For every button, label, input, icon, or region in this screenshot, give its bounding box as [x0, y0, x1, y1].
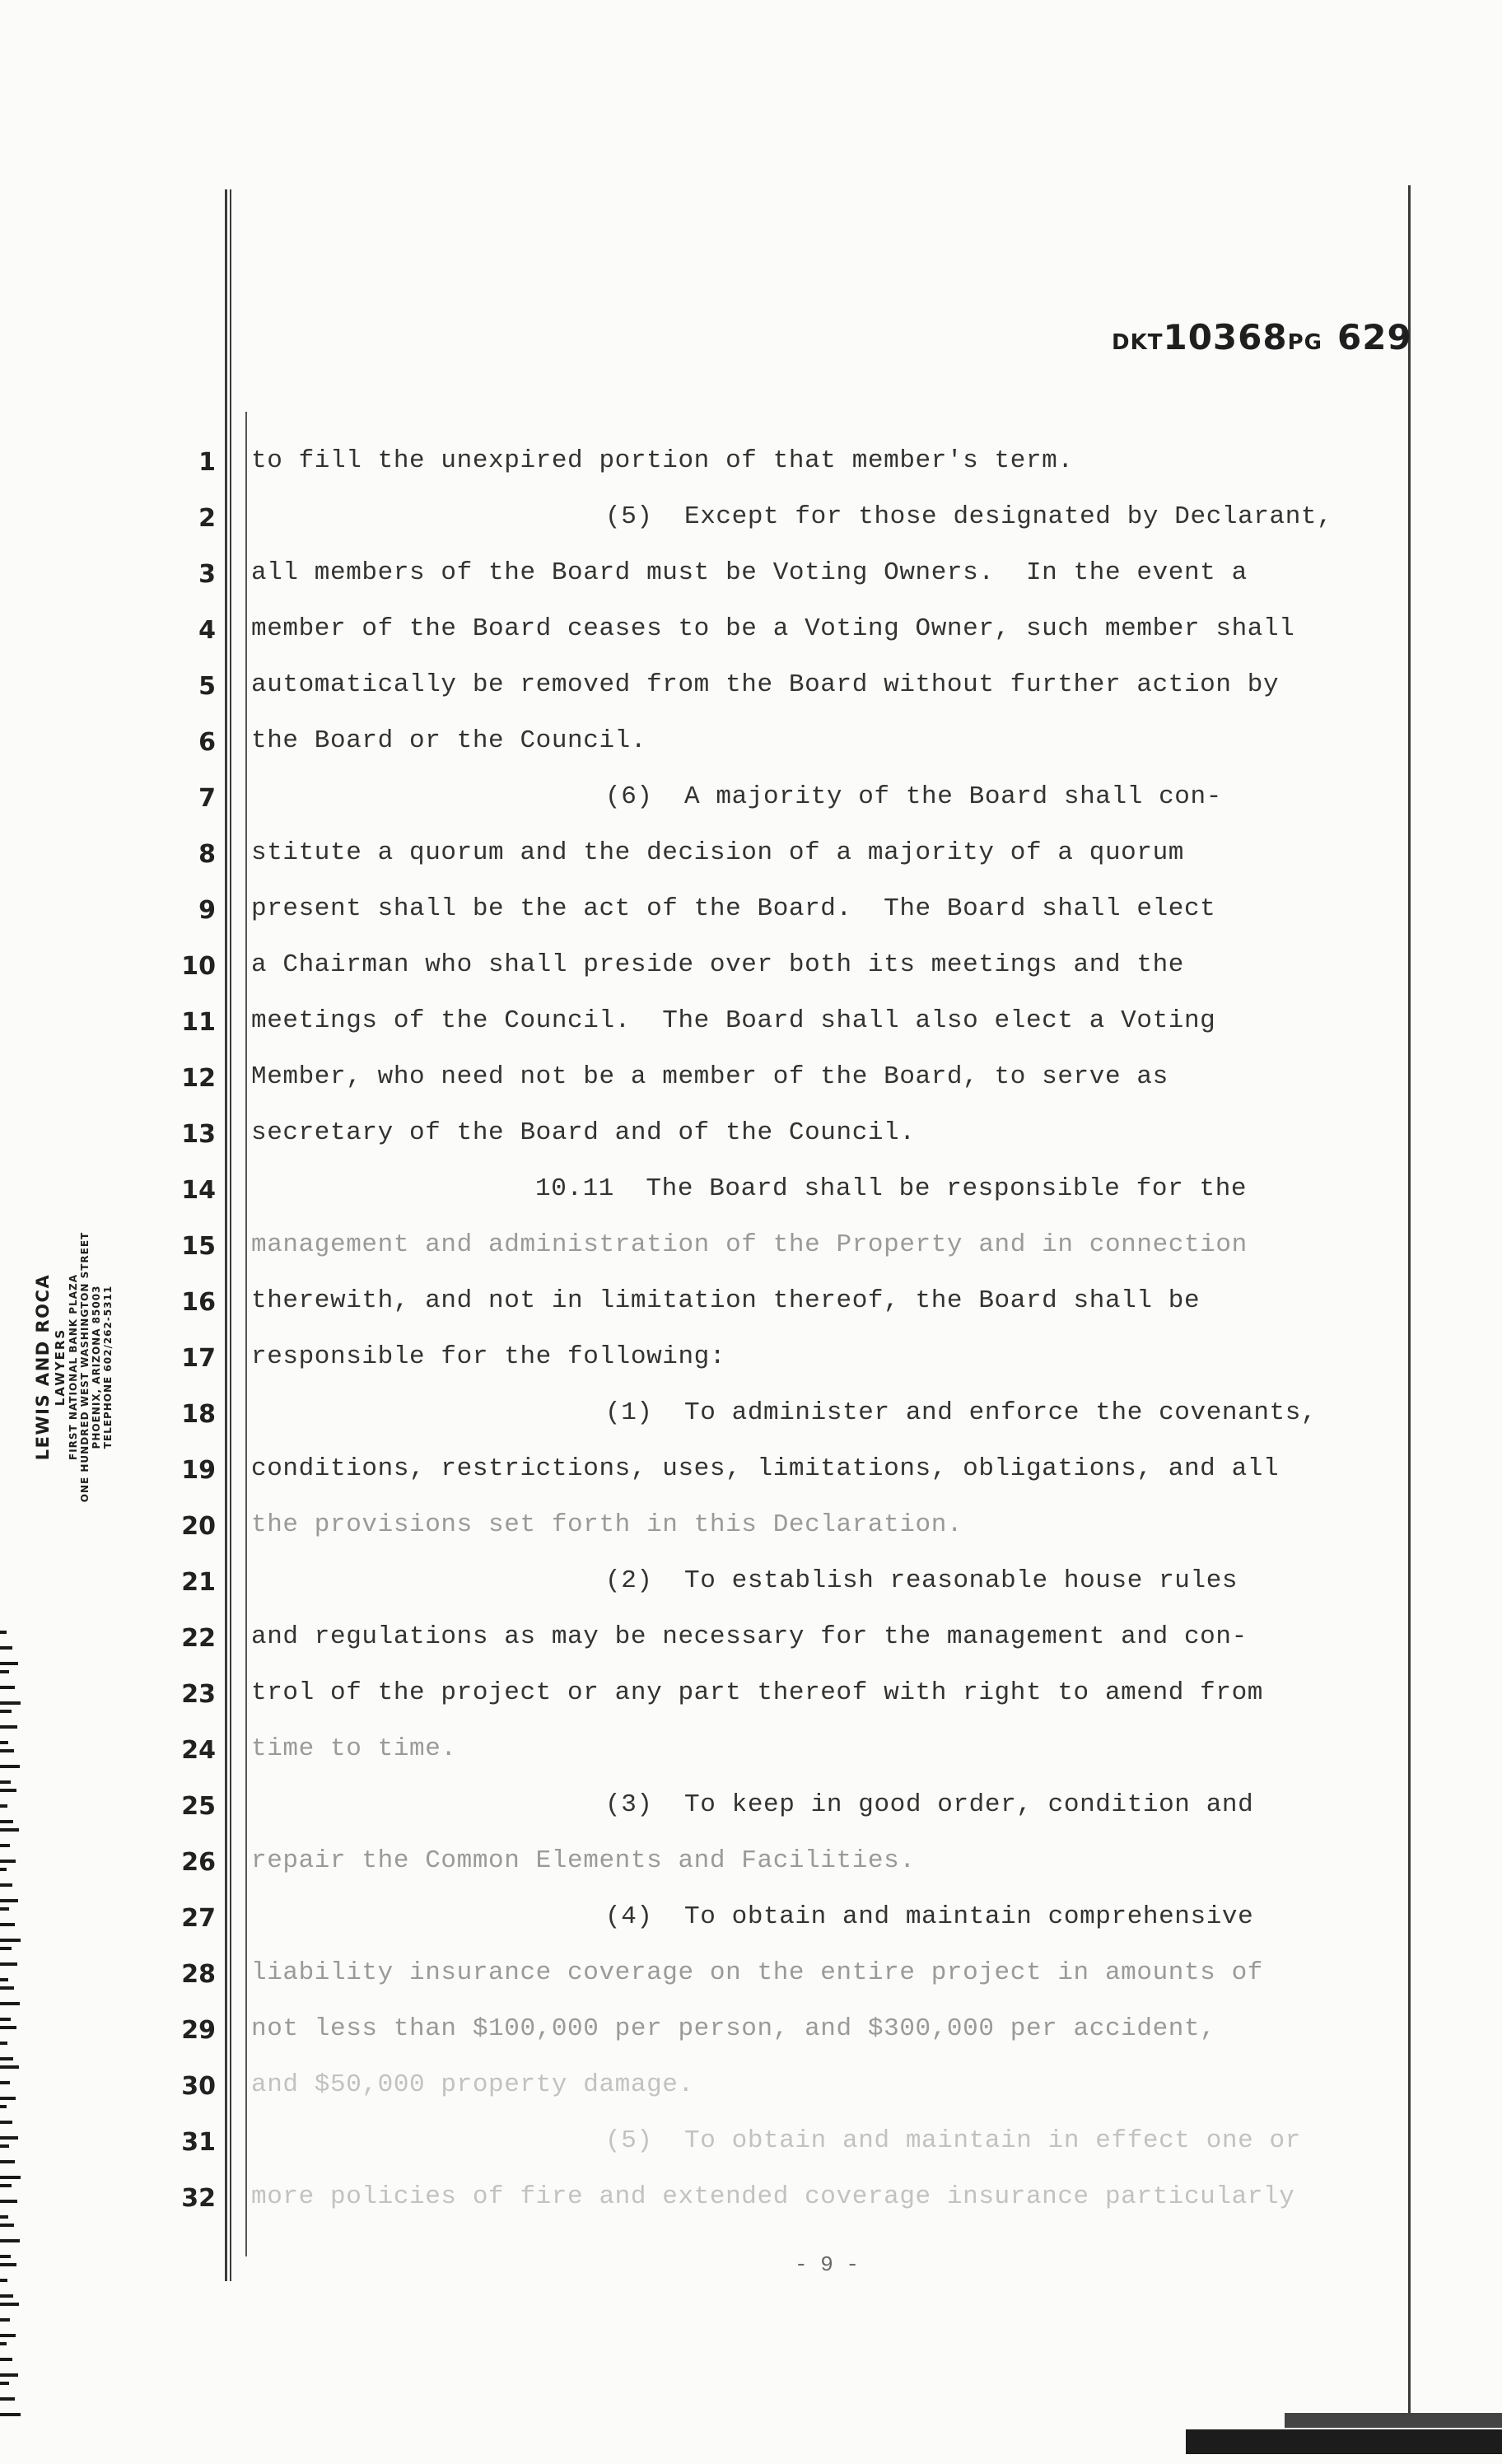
pleading-line [0, 772, 1502, 828]
line-text: (3) To keep in good order, condition and [605, 1790, 1254, 1819]
line-text: Member, who need not be a member of the Board, to serve as [251, 1062, 1168, 1091]
scan-noise-mark [0, 1923, 15, 1926]
scan-noise-mark [0, 2200, 17, 2203]
pleading-line [0, 1164, 1502, 1220]
pleading-line [0, 604, 1502, 660]
line-text: (6) A majority of the Board shall con- [605, 782, 1222, 811]
line-number: 25 [181, 1792, 216, 1821]
line-text: present shall be the act of the Board. The Board shall elect [251, 894, 1216, 923]
line-number: 29 [181, 2016, 216, 2045]
scan-noise-mark [0, 1899, 18, 1902]
line-number: 27 [181, 1904, 216, 1933]
line-text: (5) Except for those designated by Declarant, [605, 502, 1333, 531]
scan-noise-mark [0, 1686, 15, 1689]
scan-noise-mark [0, 2294, 13, 2298]
pleading-line [0, 1332, 1502, 1388]
line-number: 14 [181, 1176, 216, 1205]
line-text: a Chairman who shall preside over both its meetings and the [251, 950, 1184, 979]
scan-noise-mark [0, 1725, 17, 1729]
page-footer: - 9 - [795, 2252, 860, 2277]
line-number: 28 [181, 1960, 216, 1989]
line-number: 16 [181, 1288, 216, 1317]
scan-noise-mark [0, 1710, 12, 1713]
line-text: not less than $100,000 per person, and $300,000 per accident, [251, 2014, 1216, 2043]
line-number: 4 [198, 616, 216, 645]
pleading-line [0, 436, 1502, 492]
firm-address-1: FIRST NATIONAL BANK PLAZA [68, 1274, 79, 1460]
line-number: 15 [181, 1232, 216, 1261]
pleading-line [0, 1276, 1502, 1332]
pleading-line [0, 2172, 1502, 2228]
line-text: (2) To establish reasonable house rules [605, 1566, 1238, 1595]
scan-bottom-artifact [1186, 2429, 1502, 2454]
pleading-line [0, 492, 1502, 548]
line-text: secretary of the Board and of the Council. [251, 1118, 916, 1147]
scan-noise-mark [0, 2334, 16, 2337]
scan-noise-mark [0, 1631, 7, 1634]
pleading-line [0, 940, 1502, 996]
line-number: 8 [198, 840, 216, 869]
line-text: and $50,000 property damage. [251, 2070, 694, 2099]
line-text: liability insurance coverage on the entire project in amounts of [251, 1958, 1263, 1987]
scan-noise-mark [0, 1820, 13, 1823]
scan-noise-mark [0, 2184, 12, 2187]
line-number: 18 [181, 1400, 216, 1429]
pleading-line [0, 2004, 1502, 2060]
scan-noise-mark [0, 1907, 9, 1911]
line-number: 31 [181, 2128, 216, 2157]
scan-noise-mark [0, 2018, 11, 2021]
line-text: automatically be removed from the Board without further action by [251, 670, 1280, 699]
pleading-line [0, 1108, 1502, 1164]
line-text: (1) To administer and enforce the covenants, [605, 1398, 1318, 1427]
pleading-line [0, 2116, 1502, 2172]
firm-address-3: PHOENIX, ARIZONA 85003 [91, 1285, 102, 1449]
line-number: 19 [181, 1456, 216, 1485]
scan-noise-mark [0, 1789, 16, 1792]
pleading-line [0, 660, 1502, 716]
scan-noise-mark [0, 2026, 16, 2029]
scan-noise-mark [0, 1701, 21, 1705]
scan-noise-mark [0, 2358, 12, 2361]
pleading-line [0, 828, 1502, 884]
scan-noise-mark [0, 2160, 15, 2163]
scan-noise-mark [0, 2042, 7, 2045]
line-number: 10 [181, 952, 216, 981]
line-text: (5) To obtain and maintain in effect one or [605, 2126, 1301, 2155]
pleading-line [0, 1892, 1502, 1948]
pleading-line [0, 1388, 1502, 1444]
pleading-line [0, 1612, 1502, 1668]
scan-noise-mark [0, 1939, 21, 1942]
pleading-line [0, 1836, 1502, 1892]
pleading-line [0, 1220, 1502, 1276]
line-number: 7 [198, 784, 216, 813]
scan-noise-mark [0, 1844, 10, 1847]
line-text: the provisions set forth in this Declaration. [251, 1510, 963, 1539]
line-text: (4) To obtain and maintain comprehensive [605, 1902, 1254, 1931]
line-number: 1 [198, 448, 216, 477]
line-number: 13 [181, 1120, 216, 1149]
line-number: 3 [198, 560, 216, 589]
line-number: 21 [181, 1568, 216, 1597]
line-text: member of the Board ceases to be a Voting Owner, such member shall [251, 614, 1295, 643]
pleading-line [0, 884, 1502, 940]
pleading-line [0, 1724, 1502, 1780]
page-number: 629 [1337, 317, 1412, 357]
scan-noise-mark [0, 2002, 20, 2005]
line-text: conditions, restrictions, uses, limitations, obligations, and all [251, 1454, 1280, 1483]
scan-noise-mark [0, 2397, 15, 2401]
docket-stamp [1112, 317, 1412, 357]
scan-noise-mark [0, 1662, 18, 1665]
scan-noise-mark [0, 2097, 16, 2100]
scan-noise-mark [0, 2121, 12, 2124]
line-text: management and administration of the Property and in connection [251, 1230, 1248, 1259]
scan-noise-mark [0, 2413, 21, 2416]
line-text: time to time. [251, 1734, 457, 1763]
scan-noise-mark [0, 2105, 7, 2108]
scan-noise-mark [0, 1670, 9, 1673]
line-text: responsible for the following: [251, 1342, 726, 1371]
scan-noise-mark [0, 1804, 7, 1808]
line-text: repair the Common Elements and Facilities. [251, 1846, 916, 1875]
pleading-line [0, 1948, 1502, 2004]
line-number: 6 [198, 728, 216, 757]
line-number: 23 [181, 1680, 216, 1709]
line-text: stitute a quorum and the decision of a majority of a quorum [251, 838, 1184, 867]
docket-prefix: DKT [1112, 330, 1164, 355]
line-number: 30 [181, 2072, 216, 2101]
line-text: trol of the project or any part thereof with right to amend from [251, 1678, 1263, 1707]
scan-noise-mark [0, 1883, 12, 1887]
pleading-line [0, 1444, 1502, 1500]
line-number: 12 [181, 1064, 216, 1093]
line-text: all members of the Board must be Voting Owners. In the event a [251, 558, 1248, 587]
scan-noise-mark [0, 2057, 13, 2060]
line-number: 11 [181, 1008, 216, 1037]
scan-noise-mark [0, 1749, 14, 1752]
scan-noise-mark [0, 1962, 17, 1966]
firm-subtitle: LAWYERS [53, 1328, 68, 1407]
line-text: more policies of fire and extended coverage insurance particularly [251, 2182, 1295, 2211]
pleading-line [0, 716, 1502, 772]
scan-noise-mark [0, 2239, 20, 2242]
line-text: and regulations as may be necessary for the management and con- [251, 1622, 1248, 1651]
line-number: 24 [181, 1736, 216, 1765]
scan-noise-mark [0, 2263, 16, 2266]
scan-noise-mark [0, 1860, 16, 1863]
pleading-line [0, 996, 1502, 1052]
scan-noise-mark [0, 2318, 10, 2322]
line-number: 5 [198, 672, 216, 701]
scan-noise-mark [0, 2373, 18, 2377]
firm-telephone: TELEPHONE 602/262-5311 [102, 1285, 114, 1449]
scan-noise-mark [0, 2065, 19, 2069]
scan-noise-mark [0, 1947, 12, 1950]
scan-noise-mark [0, 2081, 10, 2084]
line-text: to fill the unexpired portion of that member's term. [251, 446, 1074, 475]
line-number: 2 [198, 504, 216, 533]
scan-noise-mark [0, 1868, 7, 1871]
scan-noise-mark [0, 1646, 12, 1650]
scan-noise-mark [0, 1978, 8, 1981]
scan-noise-mark [0, 2176, 21, 2179]
scan-noise-mark [0, 2144, 9, 2148]
scan-noise-mark [0, 2224, 14, 2227]
law-firm-sidebar [33, 1186, 114, 1548]
scan-noise-mark [0, 2215, 8, 2219]
scan-noise-mark [0, 2136, 18, 2140]
pleading-line [0, 1500, 1502, 1556]
scan-noise-mark [0, 2255, 11, 2258]
scan-noise-mark [0, 2342, 7, 2345]
line-number: 20 [181, 1512, 216, 1541]
page-prefix: PG [1287, 330, 1322, 355]
line-text: therewith, and not in limitation thereof, the Board shall be [251, 1286, 1201, 1315]
pleading-line [0, 548, 1502, 604]
pleading-line [0, 1052, 1502, 1108]
line-number: 22 [181, 1624, 216, 1653]
line-number: 32 [181, 2184, 216, 2213]
scan-noise-mark [0, 1765, 20, 1768]
scan-edge-artifact [0, 1631, 21, 2454]
firm-name: LEWIS AND ROCA [33, 1273, 53, 1461]
line-text: 10.11 The Board shall be responsible for the [535, 1174, 1248, 1203]
scan-noise-mark [0, 1780, 11, 1784]
line-number: 26 [181, 1848, 216, 1877]
scan-noise-mark [0, 2279, 7, 2282]
docket-number: 10368 [1163, 317, 1288, 357]
pleading-line [0, 1668, 1502, 1724]
firm-address-2: ONE HUNDRED WEST WASHINGTON STREET [79, 1231, 91, 1503]
pleading-line [0, 1556, 1502, 1612]
pleading-line [0, 2060, 1502, 2116]
line-number: 9 [198, 896, 216, 925]
scan-noise-mark [0, 1828, 19, 1832]
scan-bottom-artifact-2 [1285, 2413, 1502, 2428]
pleading-line [0, 1780, 1502, 1836]
line-text: the Board or the Council. [251, 726, 647, 755]
scan-noise-mark [0, 2303, 19, 2306]
scan-noise-mark [0, 2382, 9, 2385]
line-text: meetings of the Council. The Board shall also elect a Voting [251, 1006, 1216, 1035]
scan-noise-mark [0, 1986, 14, 1990]
line-number: 17 [181, 1344, 216, 1373]
scan-noise-mark [0, 1741, 8, 1744]
